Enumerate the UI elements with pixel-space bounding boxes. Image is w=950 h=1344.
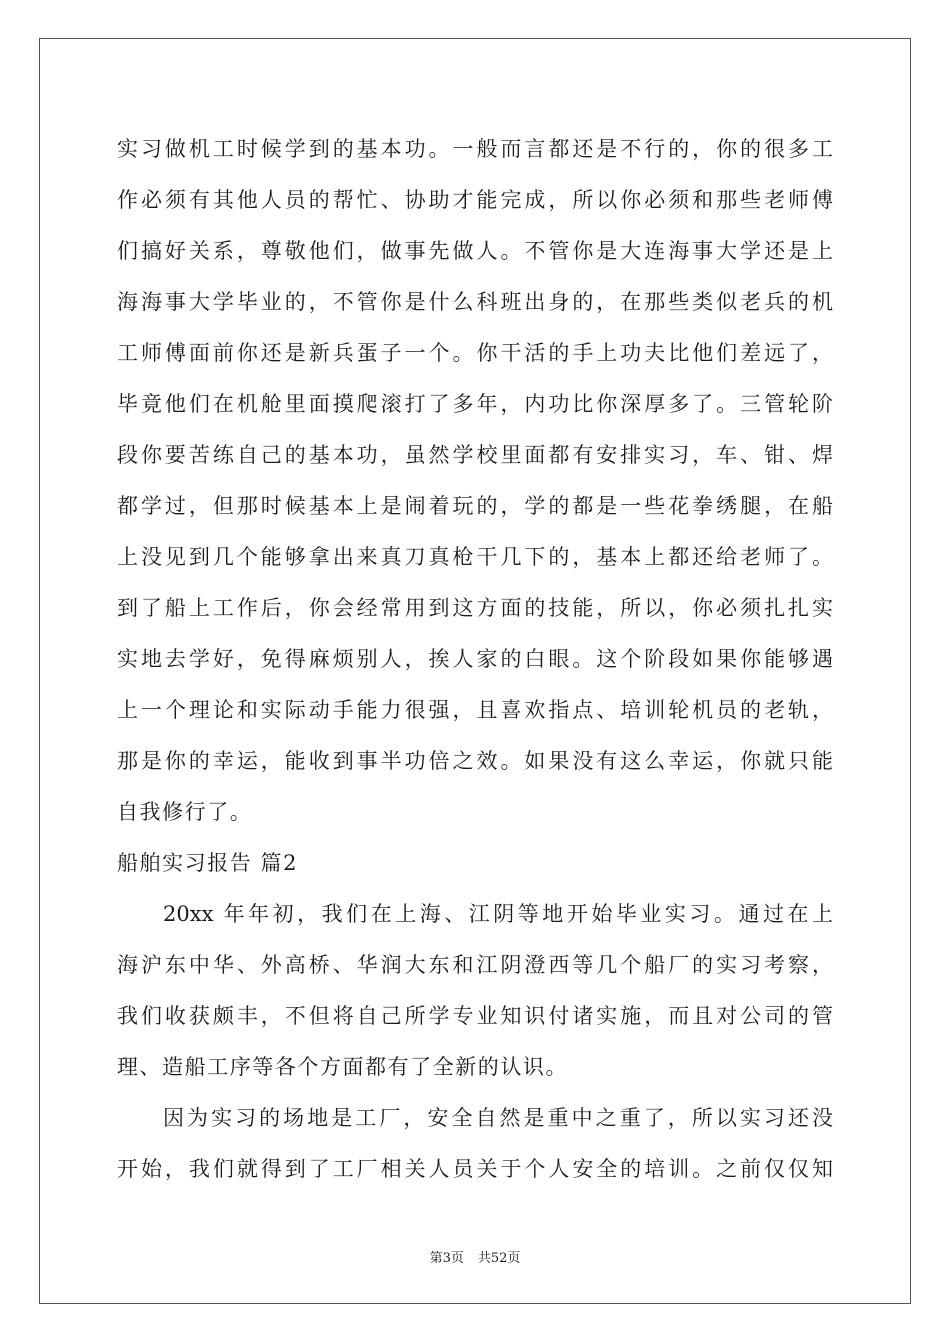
paragraph-1: [117, 124, 833, 838]
text-line: 到了船上工作后，你会经常用到这方面的技能，所以，你必须扎扎实: [117, 596, 833, 620]
paragraph-3: [117, 1093, 833, 1195]
text-line: 海沪东中华、外高桥、华润大东和江阴澄西等几个船厂的实习考察，: [117, 953, 833, 977]
document-body: [117, 124, 833, 1195]
text-line: 因为实习的场地是工厂，安全自然是重中之重了，所以实习还没: [163, 1106, 833, 1130]
text-line: 我们收获颇丰，不但将自己所学专业知识付诸实施，而且对公司的管: [117, 1004, 833, 1028]
text-line: 上一个理论和实际动手能力很强，且喜欢指点、培训轮机员的老轨，: [117, 698, 833, 722]
text-line: 上没见到几个能够拿出来真刀真枪干几下的，基本上都还给老师了。: [117, 545, 833, 569]
text-line: 20xx 年年初，我们在上海、江阴等地开始毕业实习。通过在上: [163, 902, 833, 926]
text-line: 理、造船工序等各个方面都有了全新的认识。: [117, 1055, 568, 1079]
text-line: 作必须有其他人员的帮忙、协助才能完成，所以你必须和那些老师傅: [117, 188, 833, 212]
text-line: 们搞好关系，尊敬他们，做事先做人。不管你是大连海事大学还是上: [117, 239, 833, 263]
text-line: 段你要苦练自己的基本功，虽然学校里面都有安排实习，车、钳、焊: [117, 443, 833, 467]
text-line: 自我修行了。: [117, 800, 253, 824]
text-line: 实习做机工时候学到的基本功。一般而言都还是不行的，你的很多工: [117, 137, 833, 161]
paragraph-2: [117, 889, 833, 1093]
text-line: 那是你的幸运，能收到事半功倍之效。如果没有这么幸运，你就只能: [117, 749, 833, 773]
text-line: 实地去学好，免得麻烦别人，挨人家的白眼。这个阶段如果你能够遇: [117, 647, 833, 671]
text-line: 毕竟他们在机舱里面摸爬滚打了多年，内功比你深厚多了。三管轮阶: [117, 392, 833, 416]
text-line: 开始，我们就得到了工厂相关人员关于个人安全的培训。之前仅仅知: [117, 1157, 833, 1181]
total-pages: 共52页: [477, 1251, 521, 1266]
page-footer: [0, 1247, 950, 1266]
text-line: 海海事大学毕业的，不管你是什么科班出身的，在那些类似老兵的机: [117, 290, 833, 314]
page-number: 第3页: [429, 1251, 464, 1266]
text-line: 都学过，但那时候基本上是闹着玩的，学的都是一些花拳绣腿，在船: [117, 494, 833, 518]
text-line: 工师傅面前你还是新兵蛋子一个。你干活的手上功夫比他们差远了，: [117, 341, 833, 365]
section-heading: 船舶实习报告 篇2: [117, 851, 298, 875]
